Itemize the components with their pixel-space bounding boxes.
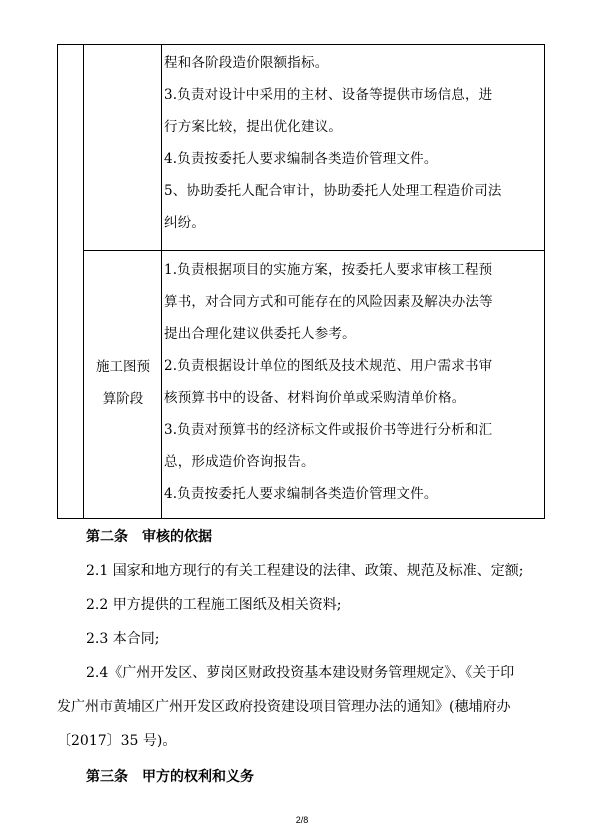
- table-row-2-line: 2.负责根据设计单位的图纸及技术规范、用户需求书审: [164, 358, 493, 374]
- table-row-2-line: 核预算书中的设备、材料询价单或采购清单价格。: [164, 390, 466, 406]
- table-row-2-line: 1.负责根据项目的实施方案，按委托人要求审核工程预: [164, 262, 493, 278]
- table-row-divider: [83, 250, 544, 251]
- article-2: [57, 520, 547, 794]
- article-2-item: 2.2 甲方提供的工程施工图纸及相关资料;: [86, 597, 342, 613]
- table-row-1-line: 行方案比较，提出优化建议。: [164, 119, 343, 135]
- table-row-1-content: [164, 47, 538, 239]
- table-row-1-line: 4.负责按委托人要求编制各类造价管理文件。: [164, 151, 438, 167]
- table-row-2-content: [164, 254, 538, 510]
- article-3-heading: 第三条 甲方的权利和义务: [86, 769, 254, 785]
- table-row-2-line: 提出合理化建议供委托人参考。: [164, 326, 356, 342]
- article-2-item: 2.1 国家和地方现行的有关工程建设的法律、政策、规范及标准、定额;: [86, 563, 524, 579]
- table-row-2-line: 总，形成造价咨询报告。: [164, 454, 315, 470]
- article-2-item: 2.3 本合同;: [86, 631, 160, 647]
- table-row-1-line: 3.负责对设计中采用的主材、设备等提供市场信息，进: [164, 87, 493, 103]
- stage-label: [85, 351, 161, 415]
- table-divider: [161, 45, 162, 518]
- table-divider: [83, 45, 84, 518]
- table-row-2-line: 3.负责对预算书的经济标文件或报价书等进行分析和汇: [164, 422, 493, 438]
- article-2-item: 〔2017〕35 号)。: [57, 733, 177, 749]
- services-table: [57, 44, 545, 519]
- page-number: 2/8: [295, 815, 309, 825]
- article-2-item: 2.4《广州开发区、萝岗区财政投资基本建设财务管理规定》、《关于印: [86, 665, 515, 681]
- article-2-item: 发广州市黄埔区广州开发区政府投资建设项目管理办法的通知》(穗埔府办: [57, 699, 511, 715]
- stage-label-line: 算阶段: [102, 391, 144, 407]
- table-row-1-line: 5、协助委托人配合审计，协助委托人处理工程造价司法: [164, 183, 502, 199]
- stage-label-line: 施工图预: [96, 359, 150, 375]
- table-row-2-line: 4.负责按委托人要求编制各类造价管理文件。: [164, 486, 438, 502]
- table-row-1-line: 纠纷。: [164, 215, 206, 231]
- table-row-2-line: 算书，对合同方式和可能存在的风险因素及解决办法等: [164, 294, 493, 310]
- article-2-heading: 第二条 审核的依据: [86, 529, 212, 545]
- table-row-1-line: 程和各阶段造价限额指标。: [164, 55, 329, 71]
